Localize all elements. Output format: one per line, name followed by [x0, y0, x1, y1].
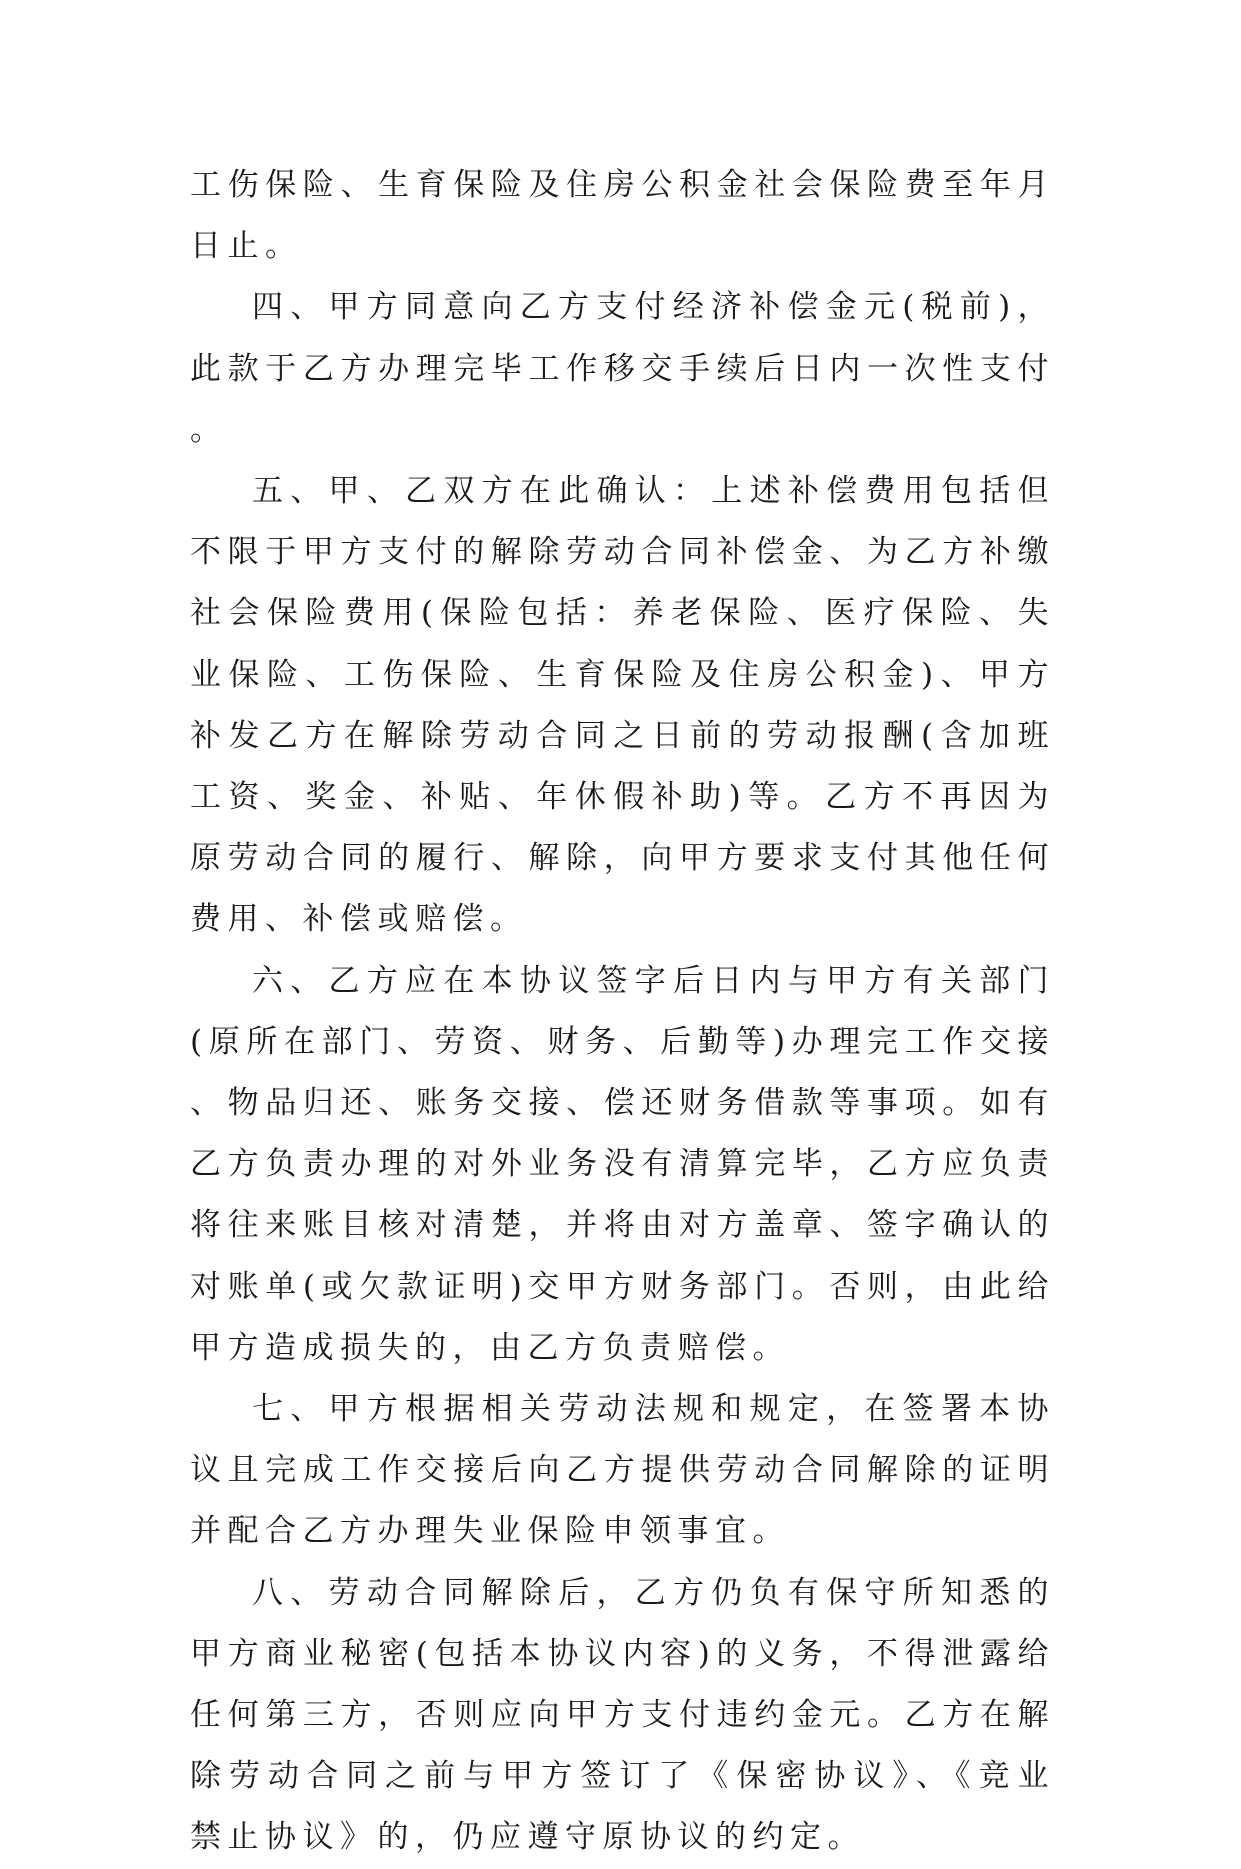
paragraph-clause-8: 八、劳动合同解除后，乙方仍负有保守所知悉的甲方商业秘密(包括本协议内容)的义务，不得泄露给任何第三方，否则应向甲方支付违约金元。乙方在解除劳动合同之前与甲方签订了《保密协议》、《竞业禁止协议》的，仍应遵守原协议的约定。	[190, 1574, 1055, 1856]
paragraph-clause-7: 七、甲方根据相关劳动法规和规定，在签署本协议且完成工作交接后向乙方提供劳动合同解除的证明并配合乙方办理失业保险申领事宜。	[190, 1391, 1055, 1550]
paragraph-continuation: 工伤保险、生育保险及住房公积金社会保险费至年月日止。	[190, 167, 1055, 265]
paragraph-clause-6: 六、乙方应在本协议签字后日内与甲方有关部门(原所在部门、劳资、财务、后勤等)办理完工作交接、物品归还、账务交接、偿还财务借款等事项。如有乙方负责办理的对外业务没有清算完毕，乙方应负责将往来账目核对清楚，并将由对方盖章、签字确认的对账单(或欠款证明)交甲方财务部门。否则，由此给甲方造成损失的，由乙方负责赔偿。	[190, 962, 1055, 1366]
paragraph-clause-5: 五、甲、乙双方在此确认：上述补偿费用包括但不限于甲方支付的解除劳动合同补偿金、为乙方补缴社会保险费用(保险包括：养老保险、医疗保险、失业保险、工伤保险、生育保险及住房公积金)、甲方补发乙方在解除劳动合同之日前的劳动报酬(含加班工资、奖金、补贴、年休假补助)等。乙方不再因为原劳动合同的履行、解除，向甲方要求支付其他任何费用、补偿或赔偿。	[190, 473, 1055, 938]
paragraph-clause-4: 四、甲方同意向乙方支付经济补偿金元(税前)，此款于乙方办理完毕工作移交手续后日内一次性支付。	[190, 289, 1055, 448]
document-body	[190, 155, 1055, 1869]
